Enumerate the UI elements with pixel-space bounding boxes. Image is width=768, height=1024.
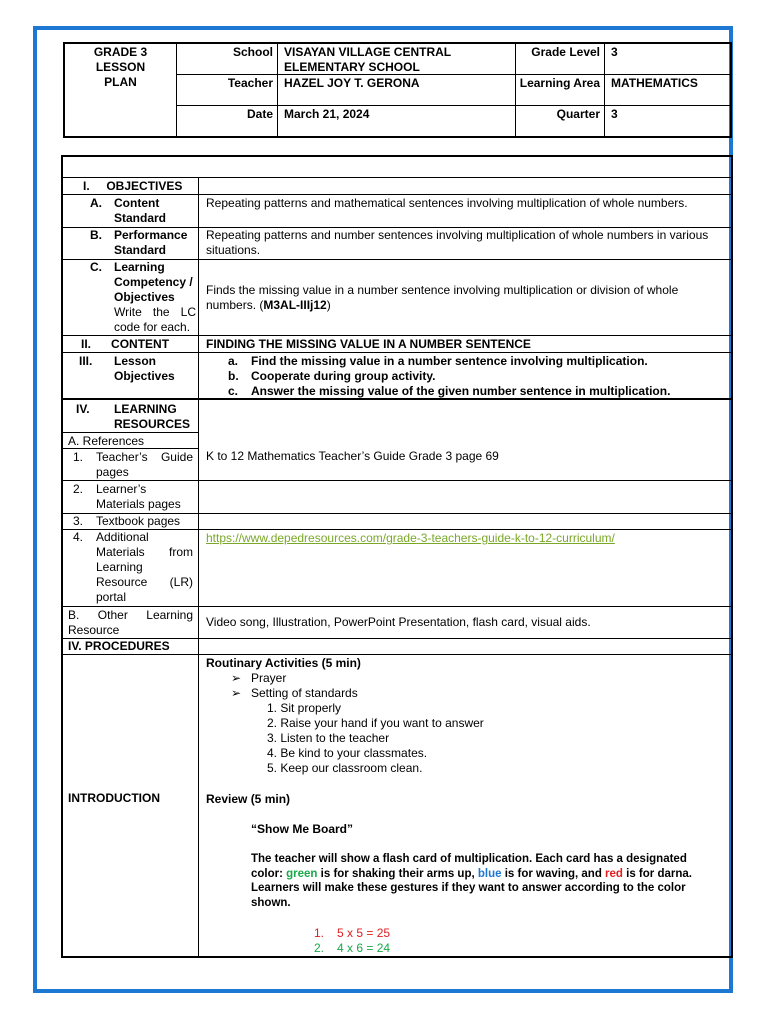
teacher-value: HAZEL JOY T. GERONA [284, 76, 420, 90]
header-table [63, 42, 732, 138]
school-label: School [232, 45, 273, 59]
performance-standard-num: B. [90, 228, 102, 242]
activity-description: The teacher will show a flash card of multiplication. Each card has a designated color: green is for shaking their arms up, blue is for waving, and red is for darna. Learners will make these gestures if they want to answer according to the color shown. [251, 853, 692, 910]
content-heading: II. CONTENT [81, 337, 170, 351]
objectives-heading: I. OBJECTIVES [83, 179, 183, 193]
date-value: March 21, 2024 [284, 107, 370, 121]
activity-title: “Show Me Board” [251, 822, 354, 836]
lr-portal-link[interactable]: https://www.depedresources.com/grade-3-teachers-guide-k-to-12-curriculum/ [206, 531, 615, 545]
content-standard-num: A. [90, 196, 102, 210]
standard-item: 4. Be kind to your classmates. [267, 746, 428, 760]
lm-num: 2. [73, 482, 84, 496]
grade-lesson-plan-title: GRADE 3 LESSON PLAN [93, 45, 148, 89]
bullet-item: ➢ Setting of standards [231, 686, 358, 700]
content-standard-label: Content Standard [114, 196, 167, 225]
introduction-label: INTRODUCTION [68, 791, 160, 805]
grade-level-label: Grade Level [531, 45, 600, 59]
standard-item: 2. Raise your hand if you want to answer [267, 716, 484, 730]
tb-num: 3. [73, 514, 84, 528]
lesson-objective-item: a. Find the missing value in a number sentence involving multiplication. [228, 354, 648, 368]
references-label: A. References [68, 434, 145, 448]
lc-value: Finds the missing value in a number sentence involving multiplication or division of whole numbers. (M3AL-IIIj12) [206, 283, 679, 312]
arrow-bullet-icon: ➢ [231, 671, 242, 685]
lesson-objectives-label: Lesson Objectives [114, 354, 175, 383]
standard-item: 1. Sit properly [267, 701, 342, 715]
tb-label: Textbook pages [96, 514, 181, 528]
standard-item: 5. Keep our classroom clean. [267, 761, 423, 775]
example-item: 1. 5 x 5 = 25 [314, 926, 391, 940]
routinary-bullets [231, 671, 631, 701]
lesson-objectives-list [228, 354, 728, 399]
routinary-title: Routinary Activities (5 min) [206, 656, 361, 670]
tg-label: Teacher’s Guide pages [96, 450, 193, 479]
teacher-label: Teacher [227, 76, 273, 90]
school-value: VISAYAN VILLAGE CENTRAL ELEMENTARY SCHOOL [284, 45, 451, 74]
am-num: 4. [73, 530, 84, 544]
am-label: Additional Materials from Learning Resource (LR) portal [96, 530, 193, 604]
quarter-label: Quarter [556, 107, 600, 121]
other-resource-value: Video song, Illustration, PowerPoint Presentation, flash card, visual aids. [206, 615, 591, 629]
date-label: Date [246, 107, 273, 121]
content-standard-value: Repeating patterns and mathematical sentences involving multiplication of whole numbers. [206, 196, 688, 210]
standards-list [267, 701, 667, 776]
learning-resources-label: LEARNING RESOURCES [114, 402, 191, 431]
bullet-item: ➢ Prayer [231, 671, 287, 685]
lesson-objective-item: c. Answer the missing value of the given number sentence in multiplication. [228, 384, 671, 398]
examples-list [314, 926, 514, 956]
lc-num: C. [90, 260, 102, 274]
procedures-heading: IV. PROCEDURES [68, 639, 170, 653]
learning-resources-num: IV. [76, 402, 90, 416]
content-value: FINDING THE MISSING VALUE IN A NUMBER SENTENCE [206, 337, 531, 351]
learning-area-label: Learning Area [519, 76, 600, 90]
learning-area-value: MATHEMATICS [611, 76, 698, 90]
performance-standard-value: Repeating patterns and number sentences involving multiplication of whole numbers in various situations. [206, 228, 709, 257]
lesson-objectives-num: III. [79, 354, 93, 368]
lm-label: Learner’s Materials pages [96, 482, 181, 511]
review-title: Review (5 min) [206, 792, 291, 806]
performance-standard-label: Performance Standard [114, 228, 188, 257]
quarter-value: 3 [611, 107, 618, 121]
tg-value: K to 12 Mathematics Teacher’s Guide Grade 3 page 69 [206, 449, 499, 463]
other-resource-label: B. Other Learning Resource [68, 608, 193, 637]
arrow-bullet-icon: ➢ [231, 686, 242, 700]
lesson-plan-table [61, 155, 733, 958]
lc-label: Learning Competency / Objectives Write the LC code for each. [114, 260, 196, 334]
example-item: 2. 4 x 6 = 24 [314, 941, 391, 955]
standard-item: 3. Listen to the teacher [267, 731, 390, 745]
grade-level-value: 3 [611, 45, 618, 59]
tg-num: 1. [73, 450, 84, 464]
lesson-objective-item: b. Cooperate during group activity. [228, 369, 436, 383]
